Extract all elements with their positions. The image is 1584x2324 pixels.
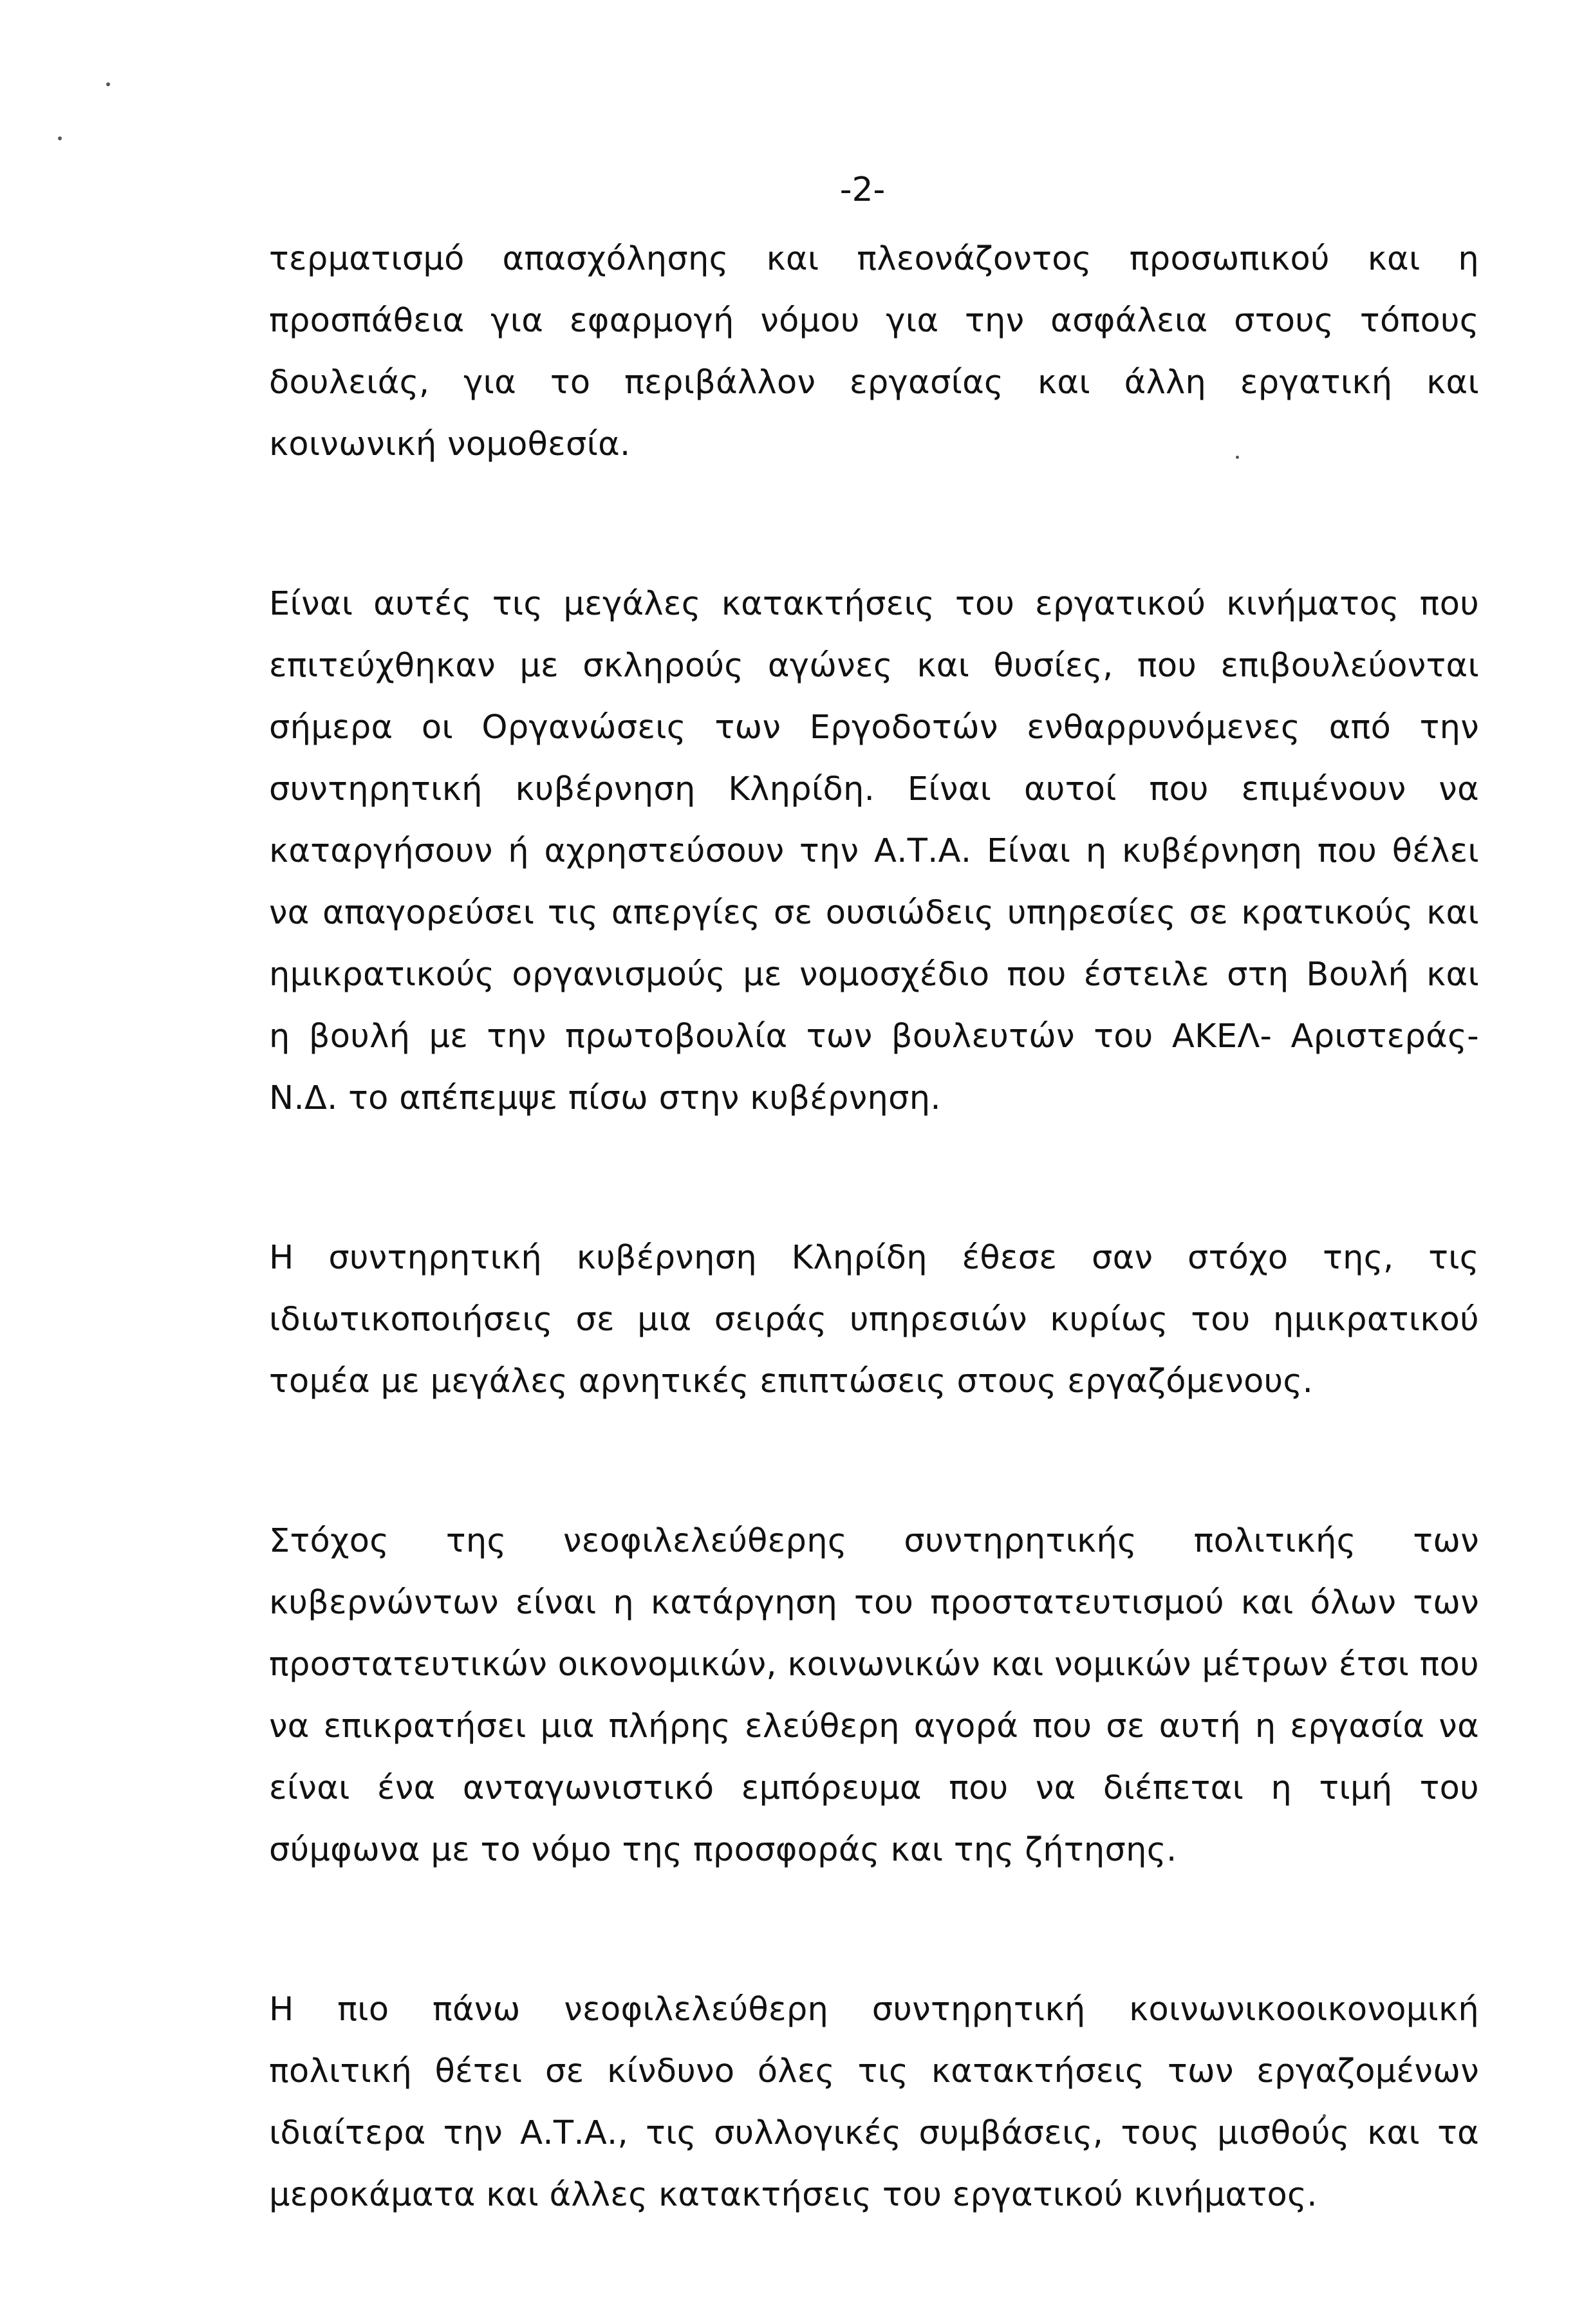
text-line: Η πιο πάνω νεοφιλελεύθερη συντηρητική κοινωνικοοικονομική [269, 1991, 1479, 2029]
text-line: προστατευτικών οικονομικών, κοινωνικών και νομικών μέτρων έτσι που [269, 1646, 1479, 1684]
paragraph-4 [269, 1511, 1479, 1881]
text-line: μεροκάματα και άλλες κατακτήσεις του εργατικού κινήματος. [269, 2176, 1318, 2214]
text-line: ιδιαίτερα την Α.Τ.Α., τις συλλογικές συμβάσεις, τους μισθούς και τα [269, 2114, 1479, 2152]
page-number: -2- [839, 171, 886, 209]
paragraph-3 [269, 1227, 1479, 1413]
text-line: σύμφωνα με το νόμο της προσφοράς και της ζήτησης. [269, 1831, 1177, 1869]
text-line: προσπάθεια για εφαρμογή νόμου για την ασφάλεια στους τόπους [269, 302, 1479, 340]
paragraph-1 [269, 228, 1479, 476]
text-line: δουλειάς, για το περιβάλλον εργασίας και άλλη εργατική και [269, 364, 1479, 402]
text-line: η βουλή με την πρωτοβουλία των βουλευτών του ΑΚΕΛ- Αριστεράς- [269, 1018, 1479, 1055]
text-line: τερματισμό απασχόλησης και πλεονάζοντος προσωπικού και η [269, 240, 1479, 278]
scan-speck [106, 82, 110, 86]
text-line: συντηρητική κυβέρνηση Κληρίδη. Είναι αυτοί που επιμένουν να [269, 770, 1479, 808]
text-line: πολιτική θέτει σε κίνδυνο όλες τις κατακτήσεις των εργαζομένων [269, 2052, 1479, 2090]
text-line: κυβερνώντων είναι η κατάργηση του προστατευτισμού και όλων των [269, 1584, 1479, 1622]
text-line: Στόχος της νεοφιλελεύθερης συντηρητικής πολιτικής των [269, 1522, 1479, 1560]
text-line: επιτεύχθηκαν με σκληρούς αγώνες και θυσίες, που επιβουλεύονται [269, 647, 1479, 685]
text-line: Η συντηρητική κυβέρνηση Κληρίδη έθεσε σαν στόχο της, τις [269, 1239, 1479, 1277]
text-line: κοινωνική νομοθεσία. [269, 425, 631, 463]
text-line: να επικρατήσει μια πλήρης ελεύθερη αγορά που σε αυτή η εργασία να [269, 1707, 1479, 1745]
text-line: Είναι αυτές τις μεγάλες κατακτήσεις του εργατικού κινήματος που [269, 585, 1479, 623]
text-line: σήμερα οι Οργανώσεις των Εργοδοτών ενθαρρυνόμενες από την [269, 709, 1479, 747]
text-line: καταργήσουν ή αχρηστεύσουν την Α.Τ.Α. Είναι η κυβέρνηση που θέλει [269, 832, 1479, 870]
scan-speck [58, 136, 62, 140]
text-line: να απαγορεύσει τις απεργίες σε ουσιώδεις υπηρεσίες σε κρατικούς και [269, 894, 1479, 932]
text-line: είναι ένα ανταγωνιστικό εμπόρευμα που να διέπεται η τιμή του [269, 1769, 1479, 1807]
paragraph-5 [269, 1979, 1479, 2226]
paragraph-2 [269, 573, 1479, 1129]
text-line: Ν.Δ. το απέπεμψε πίσω στην κυβέρνηση. [269, 1079, 941, 1117]
text-line: τομέα με μεγάλες αρνητικές επιπτώσεις στους εργαζόμενους. [269, 1362, 1314, 1400]
text-line: ιδιωτικοποιήσεις σε μια σειράς υπηρεσιών κυρίως του ημικρατικού [269, 1301, 1479, 1339]
text-line: ημικρατικούς οργανισμούς με νομοσχέδιο που έστειλε στη Βουλή και [269, 956, 1479, 994]
body-text [269, 228, 1479, 2324]
